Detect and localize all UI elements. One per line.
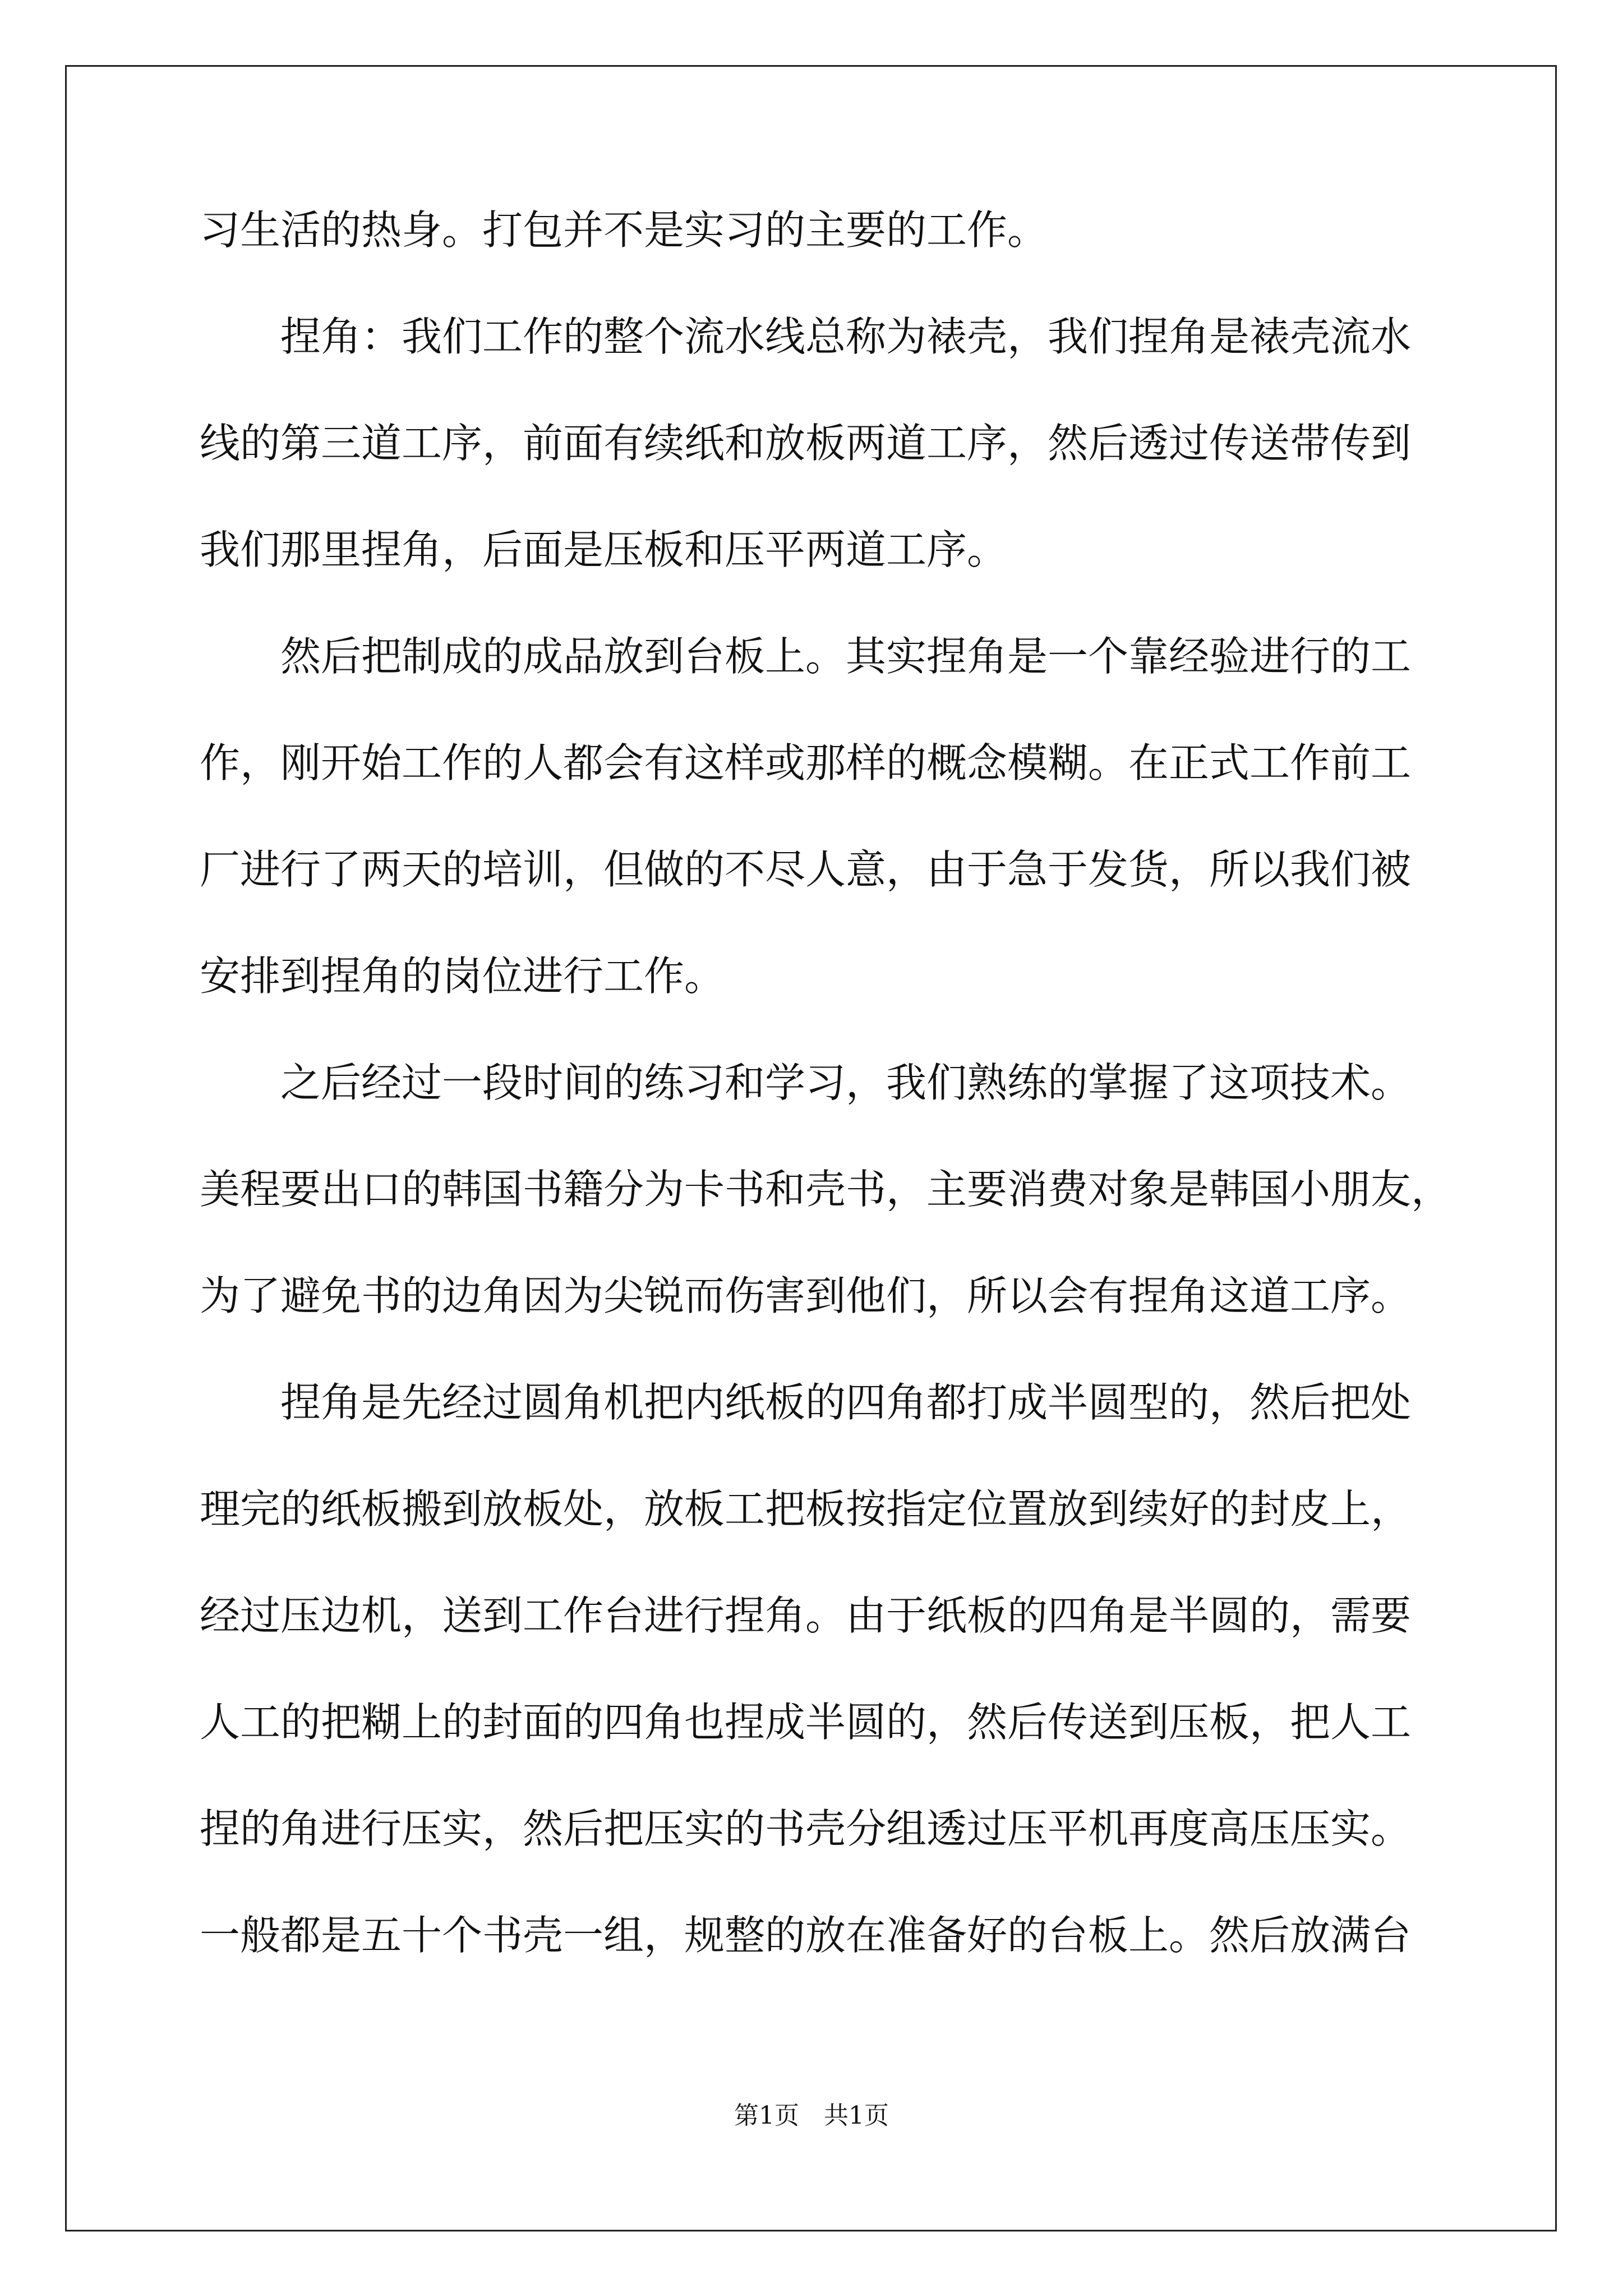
text-line: 安排到捏角的岗位进行工作。 (200, 953, 725, 1000)
text-line: 捏角是先经过圆角机把内纸板的四角都打成半圆型的，然后把处 (280, 1379, 1412, 1426)
text-line: 捏角：我们工作的整个流水线总称为裱壳，我们捏角是裱壳流水 (280, 313, 1412, 360)
page-footer: 第1页 共1页 (734, 2101, 889, 2130)
text-line: 作，刚开始工作的人都会有这样或那样的概念模糊。在正式工作前工 (200, 739, 1412, 786)
text-line: 之后经过一段时间的练习和学习，我们熟练的掌握了这项技术。 (280, 1059, 1412, 1106)
text-line: 然后把制成的成品放到台板上。其实捏角是一个靠经验进行的工 (280, 633, 1412, 680)
text-line: 理完的纸板搬到放板处，放板工把板按指定位置放到续好的封皮上， (200, 1485, 1412, 1533)
text-line: 为了避免书的边角因为尖锐而伤害到他们，所以会有捏角这道工序。 (200, 1272, 1412, 1319)
text-line: 经过压边机，送到工作台进行捏角。由于纸板的四角是半圆的，需要 (200, 1592, 1412, 1639)
text-line: 一般都是五十个书壳一组，规整的放在准备好的台板上。然后放满台 (200, 1912, 1412, 1959)
text-line: 捏的角进行压实，然后把压实的书壳分组透过压平机再度高压压实。 (200, 1805, 1412, 1852)
text-line: 线的第三道工序，前面有续纸和放板两道工序，然后透过传送带传到 (200, 420, 1412, 467)
text-line: 厂进行了两天的培训，但做的不尽人意，由于急于发货，所以我们被 (200, 846, 1412, 893)
text-line: 习生活的热身。打包并不是实习的主要的工作。 (200, 206, 1048, 254)
text-line: 美程要出口的韩国书籍分为卡书和壳书，主要消费对象是韩国小朋友， (200, 1166, 1452, 1213)
text-line: 人工的把糊上的封面的四角也捏成半圆的，然后传送到压板，把人工 (200, 1699, 1412, 1746)
text-line: 我们那里捏角，后面是压板和压平两道工序。 (200, 526, 1008, 573)
